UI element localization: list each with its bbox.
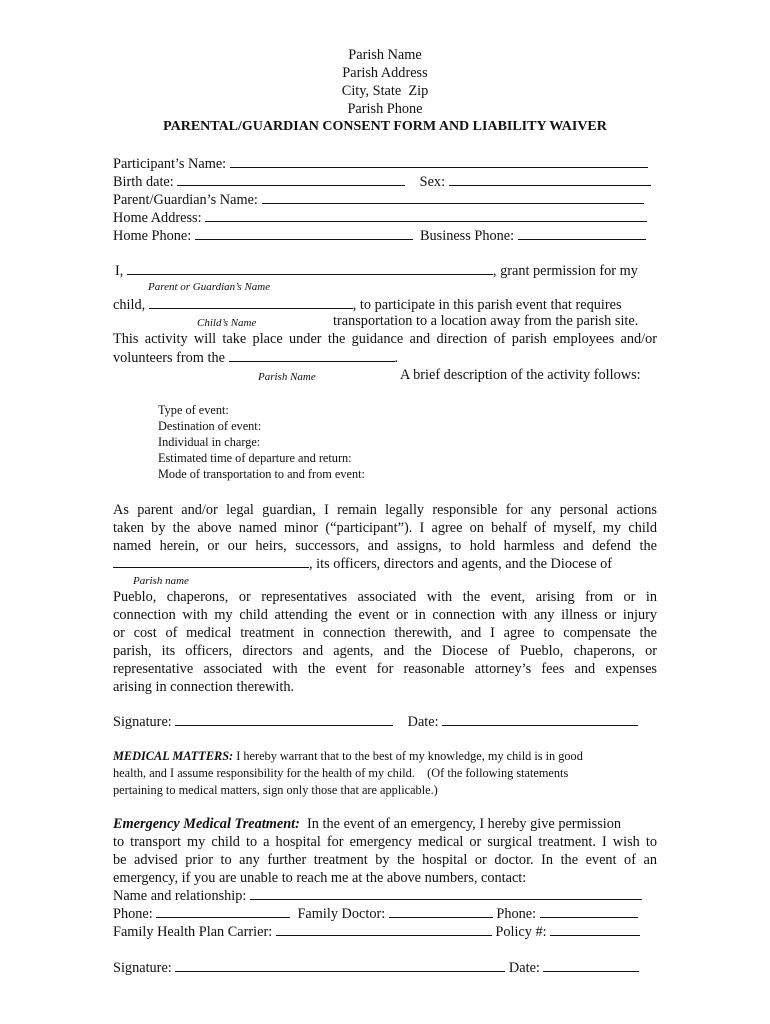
sex-field[interactable] (449, 172, 651, 186)
sex-label: Sex: (419, 174, 446, 190)
phones-row (113, 226, 646, 245)
waiver-parish-field[interactable] (113, 554, 309, 568)
medical-line-1-text: I hereby warrant that to the best of my knowledge, my child is in good (233, 749, 583, 763)
date-field-2[interactable] (543, 958, 639, 972)
date-label-1: Date: (407, 714, 439, 730)
waiver-line-9: representative associated with the event for reasonable attorney’s fees and expenses (113, 661, 657, 677)
date-field-1[interactable] (442, 712, 638, 726)
individual-in-charge-label: Individual in charge: (158, 435, 261, 449)
grant-text: , grant permission for my (492, 263, 638, 279)
participate-text: , to participate in this parish event that requires (352, 297, 622, 313)
emergency-line-1 (113, 815, 621, 833)
waiver-line-3: named herein, or our heirs, successors, and assigns, to hold harmless and defend the (113, 538, 657, 554)
child-name-caption: Child’s Name (197, 317, 257, 329)
birth-sex-row (113, 172, 651, 191)
policy-field[interactable] (550, 922, 640, 936)
home-phone-field[interactable] (195, 226, 413, 240)
home-address-field[interactable] (205, 208, 647, 222)
form-title: PARENTAL/GUARDIAN CONSENT FORM AND LIABILITY WAIVER (163, 119, 607, 134)
home-address-label: Home Address: (113, 210, 202, 226)
waiver-line-4-text: , its officers, directors and agents, and the Diocese of (309, 556, 613, 572)
emergency-line-4: emergency, if you are unable to reach me at the above numbers, contact: (113, 870, 527, 886)
parent-name-caption: Parent or Guardian’s Name (148, 281, 271, 293)
birth-date-label: Birth date: (113, 174, 174, 190)
doctor-phone-label: Phone: (496, 906, 537, 922)
emergency-phones-row (113, 904, 638, 923)
parish-name: Parish Name (348, 47, 422, 63)
name-relationship-field[interactable] (250, 886, 642, 900)
family-doctor-label: Family Doctor: (297, 906, 386, 922)
medical-line-1 (113, 747, 583, 765)
transport-mode-label: Mode of transportation to and from event: (158, 467, 365, 481)
waiver-line-4 (113, 554, 612, 573)
parent-name-row (113, 190, 644, 209)
plan-carrier-field[interactable] (276, 922, 492, 936)
emergency-phone-label: Phone: (113, 906, 153, 922)
policy-label: Policy #: (495, 924, 547, 940)
period: . (394, 350, 399, 366)
medical-line-3: pertaining to medical matters, sign only those that are applicable.) (113, 783, 438, 797)
emergency-heading: Emergency Medical Treatment: (113, 816, 300, 832)
i-label: I, (115, 263, 124, 279)
waiver-line-5: Pueblo, chaperons, or representatives associated with the event, arising from or in (113, 589, 657, 605)
volunteers-row (113, 348, 398, 367)
parent-name-field[interactable] (262, 190, 644, 204)
waiver-line-1: As parent and/or legal guardian, I remain legally responsible for any personal actions (113, 502, 657, 518)
parish-name-field[interactable] (229, 348, 395, 362)
parish-address: Parish Address (342, 65, 428, 81)
waiver-parish-caption: Parish name (133, 575, 189, 587)
waiver-line-10: arising in connection therewith. (113, 679, 295, 695)
name-relationship-label: Name and relationship: (113, 888, 247, 904)
guidance-text: This activity will take place under the guidance and direction of parish employees and/or (113, 331, 657, 347)
business-phone-field[interactable] (518, 226, 646, 240)
home-address-row (113, 208, 647, 227)
emergency-line-1-text: In the event of an emergency, I hereby give permission (299, 816, 622, 832)
signature-label-1: Signature: (113, 714, 172, 730)
emergency-line-3: be advised prior to any further treatment by the hospital or doctor. In the event of an (113, 852, 657, 868)
waiver-line-8: parish, its officers, directors and agents, and the Diocese of Pueblo, chaperons, or (113, 643, 657, 659)
family-doctor-field[interactable] (389, 904, 493, 918)
waiver-line-7: or cost of medical treatment in connection therewith, and I agree to compensate the (113, 625, 657, 641)
parent-name-label: Parent/Guardian’s Name: (113, 192, 258, 208)
brief-description-text: A brief description of the activity follows: (400, 367, 641, 383)
event-destination-label: Destination of event: (158, 419, 262, 433)
medical-line-2: health, and I assume responsibility for the health of my child. (Of the following statements (113, 766, 569, 780)
parish-name-caption: Parish Name (258, 371, 316, 383)
participant-name-row (113, 154, 648, 173)
emergency-line-2: to transport my child to a hospital for emergency medical or surgical treatment. I wish to (113, 834, 657, 850)
signature-field-1[interactable] (175, 712, 393, 726)
date-label-2: Date: (508, 960, 540, 976)
child-name-field[interactable] (149, 295, 353, 309)
birth-date-field[interactable] (177, 172, 405, 186)
city-state-zip: City, State Zip (341, 83, 429, 99)
event-type-label: Type of event: (158, 403, 229, 417)
waiver-line-6: connection with my child attending the event or in connection with any illness or injury (113, 607, 657, 623)
medical-heading: MEDICAL MATTERS: (113, 749, 234, 763)
waiver-line-2: taken by the above named minor (“participant”). I agree on behalf of myself, my child (113, 520, 657, 536)
plan-carrier-label: Family Health Plan Carrier: (113, 924, 273, 940)
parent-signature-name-field[interactable] (127, 261, 493, 275)
plan-carrier-row (113, 922, 640, 941)
transportation-text: transportation to a location away from the parish site. (333, 313, 639, 329)
parish-phone: Parish Phone (347, 101, 423, 117)
signature-field-2[interactable] (175, 958, 505, 972)
volunteers-label: volunteers from the (113, 350, 225, 366)
participant-name-label: Participant’s Name: (113, 156, 227, 172)
business-phone-label: Business Phone: (419, 228, 515, 244)
child-label: child, (113, 297, 146, 313)
emergency-phone-field[interactable] (156, 904, 290, 918)
signature-label-2: Signature: (113, 960, 172, 976)
participant-name-field[interactable] (230, 154, 648, 168)
home-phone-label: Home Phone: (113, 228, 192, 244)
doctor-phone-field[interactable] (540, 904, 638, 918)
signature-row-1 (113, 712, 638, 731)
name-relationship-row (113, 886, 642, 905)
signature-row-2 (113, 958, 639, 977)
departure-return-label: Estimated time of departure and return: (158, 451, 352, 465)
